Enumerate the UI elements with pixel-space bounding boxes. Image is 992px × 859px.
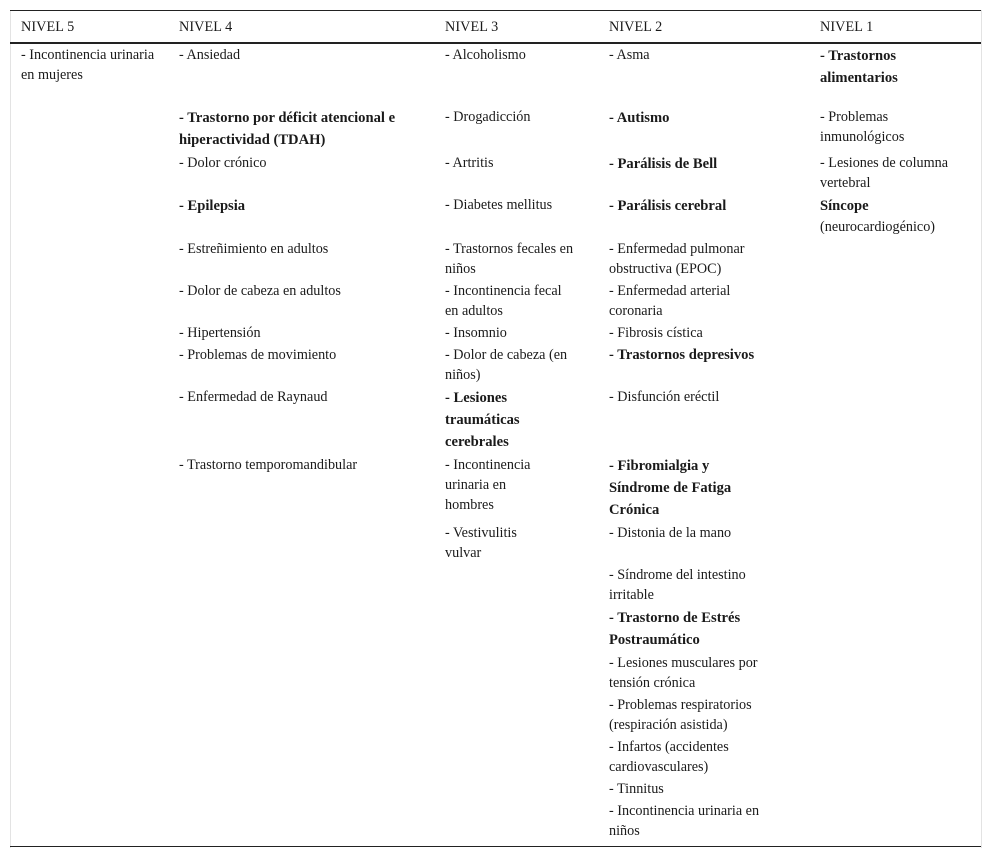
table-top-rule — [10, 10, 981, 11]
header-nivel-4: NIVEL 4 — [179, 19, 233, 35]
header-nivel-2: NIVEL 2 — [609, 19, 663, 35]
table-cell: - Fibromialgia y Síndrome de Fatiga Crónica — [609, 458, 732, 518]
table-cell: - Trastorno temporomandibular — [179, 457, 358, 473]
table-cell: - Tinnitus — [609, 781, 664, 797]
table-cell: - Parálisis de Bell — [609, 156, 718, 172]
table-cell: - Incontinencia urinaria en hombres — [445, 457, 531, 513]
table-cell: - Lesiones musculares por tensión crónica — [609, 655, 758, 691]
table-cell: - Epilepsia — [179, 198, 246, 214]
header-nivel-5: NIVEL 5 — [21, 19, 75, 35]
table-cell: - Asma — [609, 47, 650, 63]
table-cell: - Vestivulitis vulvar — [445, 525, 517, 561]
table-cell: - Enfermedad de Raynaud — [179, 389, 328, 405]
table-cell: - Estreñimiento en adultos — [179, 241, 329, 257]
table-cell: (neurocardiogénico) — [820, 219, 936, 235]
table-cell: - Autismo — [609, 110, 670, 126]
table-cell: - Trastorno de Estrés Postraumático — [609, 610, 741, 648]
table-cell: - Trastornos depresivos — [609, 347, 755, 363]
table-cell: - Trastornos fecales en niños — [445, 241, 574, 277]
table-cell: - Infartos (accidentes cardiovasculares) — [609, 739, 729, 775]
table-cell: - Dolor crónico — [179, 155, 267, 171]
table-cell: - Drogadicción — [445, 109, 531, 125]
table-header-rule — [10, 42, 981, 44]
table-cell: - Enfermedad pulmonar obstructiva (EPOC) — [609, 241, 745, 277]
table-cell: - Parálisis cerebral — [609, 198, 727, 214]
table-cell: - Enfermedad arterial coronaria — [609, 283, 731, 319]
table-cell: - Alcoholismo — [445, 47, 526, 63]
table-cell: - Problemas inmunológicos — [820, 109, 905, 145]
table-cell: - Lesiones traumáticas cerebrales — [445, 390, 520, 450]
table-cell: - Hipertensión — [179, 325, 261, 341]
table-cell: - Dolor de cabeza en adultos — [179, 283, 341, 299]
table-cell: - Problemas de movimiento — [179, 347, 337, 363]
table-cell: - Trastorno por déficit atencional e hiperactividad (TDAH) — [179, 110, 396, 148]
table-cell: - Síndrome del intestino irritable — [609, 567, 746, 603]
table-cell: - Diabetes mellitus — [445, 197, 553, 213]
table-cell: - Distonia de la mano — [609, 525, 732, 541]
table-cell: - Artritis — [445, 155, 494, 171]
table-cell: - Dolor de cabeza (en niños) — [445, 347, 568, 383]
table-cell: - Trastornos alimentarios — [820, 48, 898, 86]
table-cell: - Incontinencia urinaria en mujeres — [21, 47, 155, 83]
header-nivel-3: NIVEL 3 — [445, 19, 499, 35]
table-cell: Síncope — [820, 198, 869, 214]
table-cell: - Problemas respiratorios (respiración asistida) — [609, 697, 752, 733]
table-bottom-rule — [10, 846, 981, 847]
table-cell: - Lesiones de columna vertebral — [820, 155, 949, 191]
table-cell: - Insomnio — [445, 325, 507, 341]
header-nivel-1: NIVEL 1 — [820, 19, 874, 35]
table-cell: - Fibrosis cística — [609, 325, 703, 341]
table-cell: - Ansiedad — [179, 47, 241, 63]
table-cell: - Disfunción eréctil — [609, 389, 720, 405]
table-cell: - Incontinencia urinaria en niños — [609, 803, 760, 839]
table-cell: - Incontinencia fecal en adultos — [445, 283, 562, 319]
